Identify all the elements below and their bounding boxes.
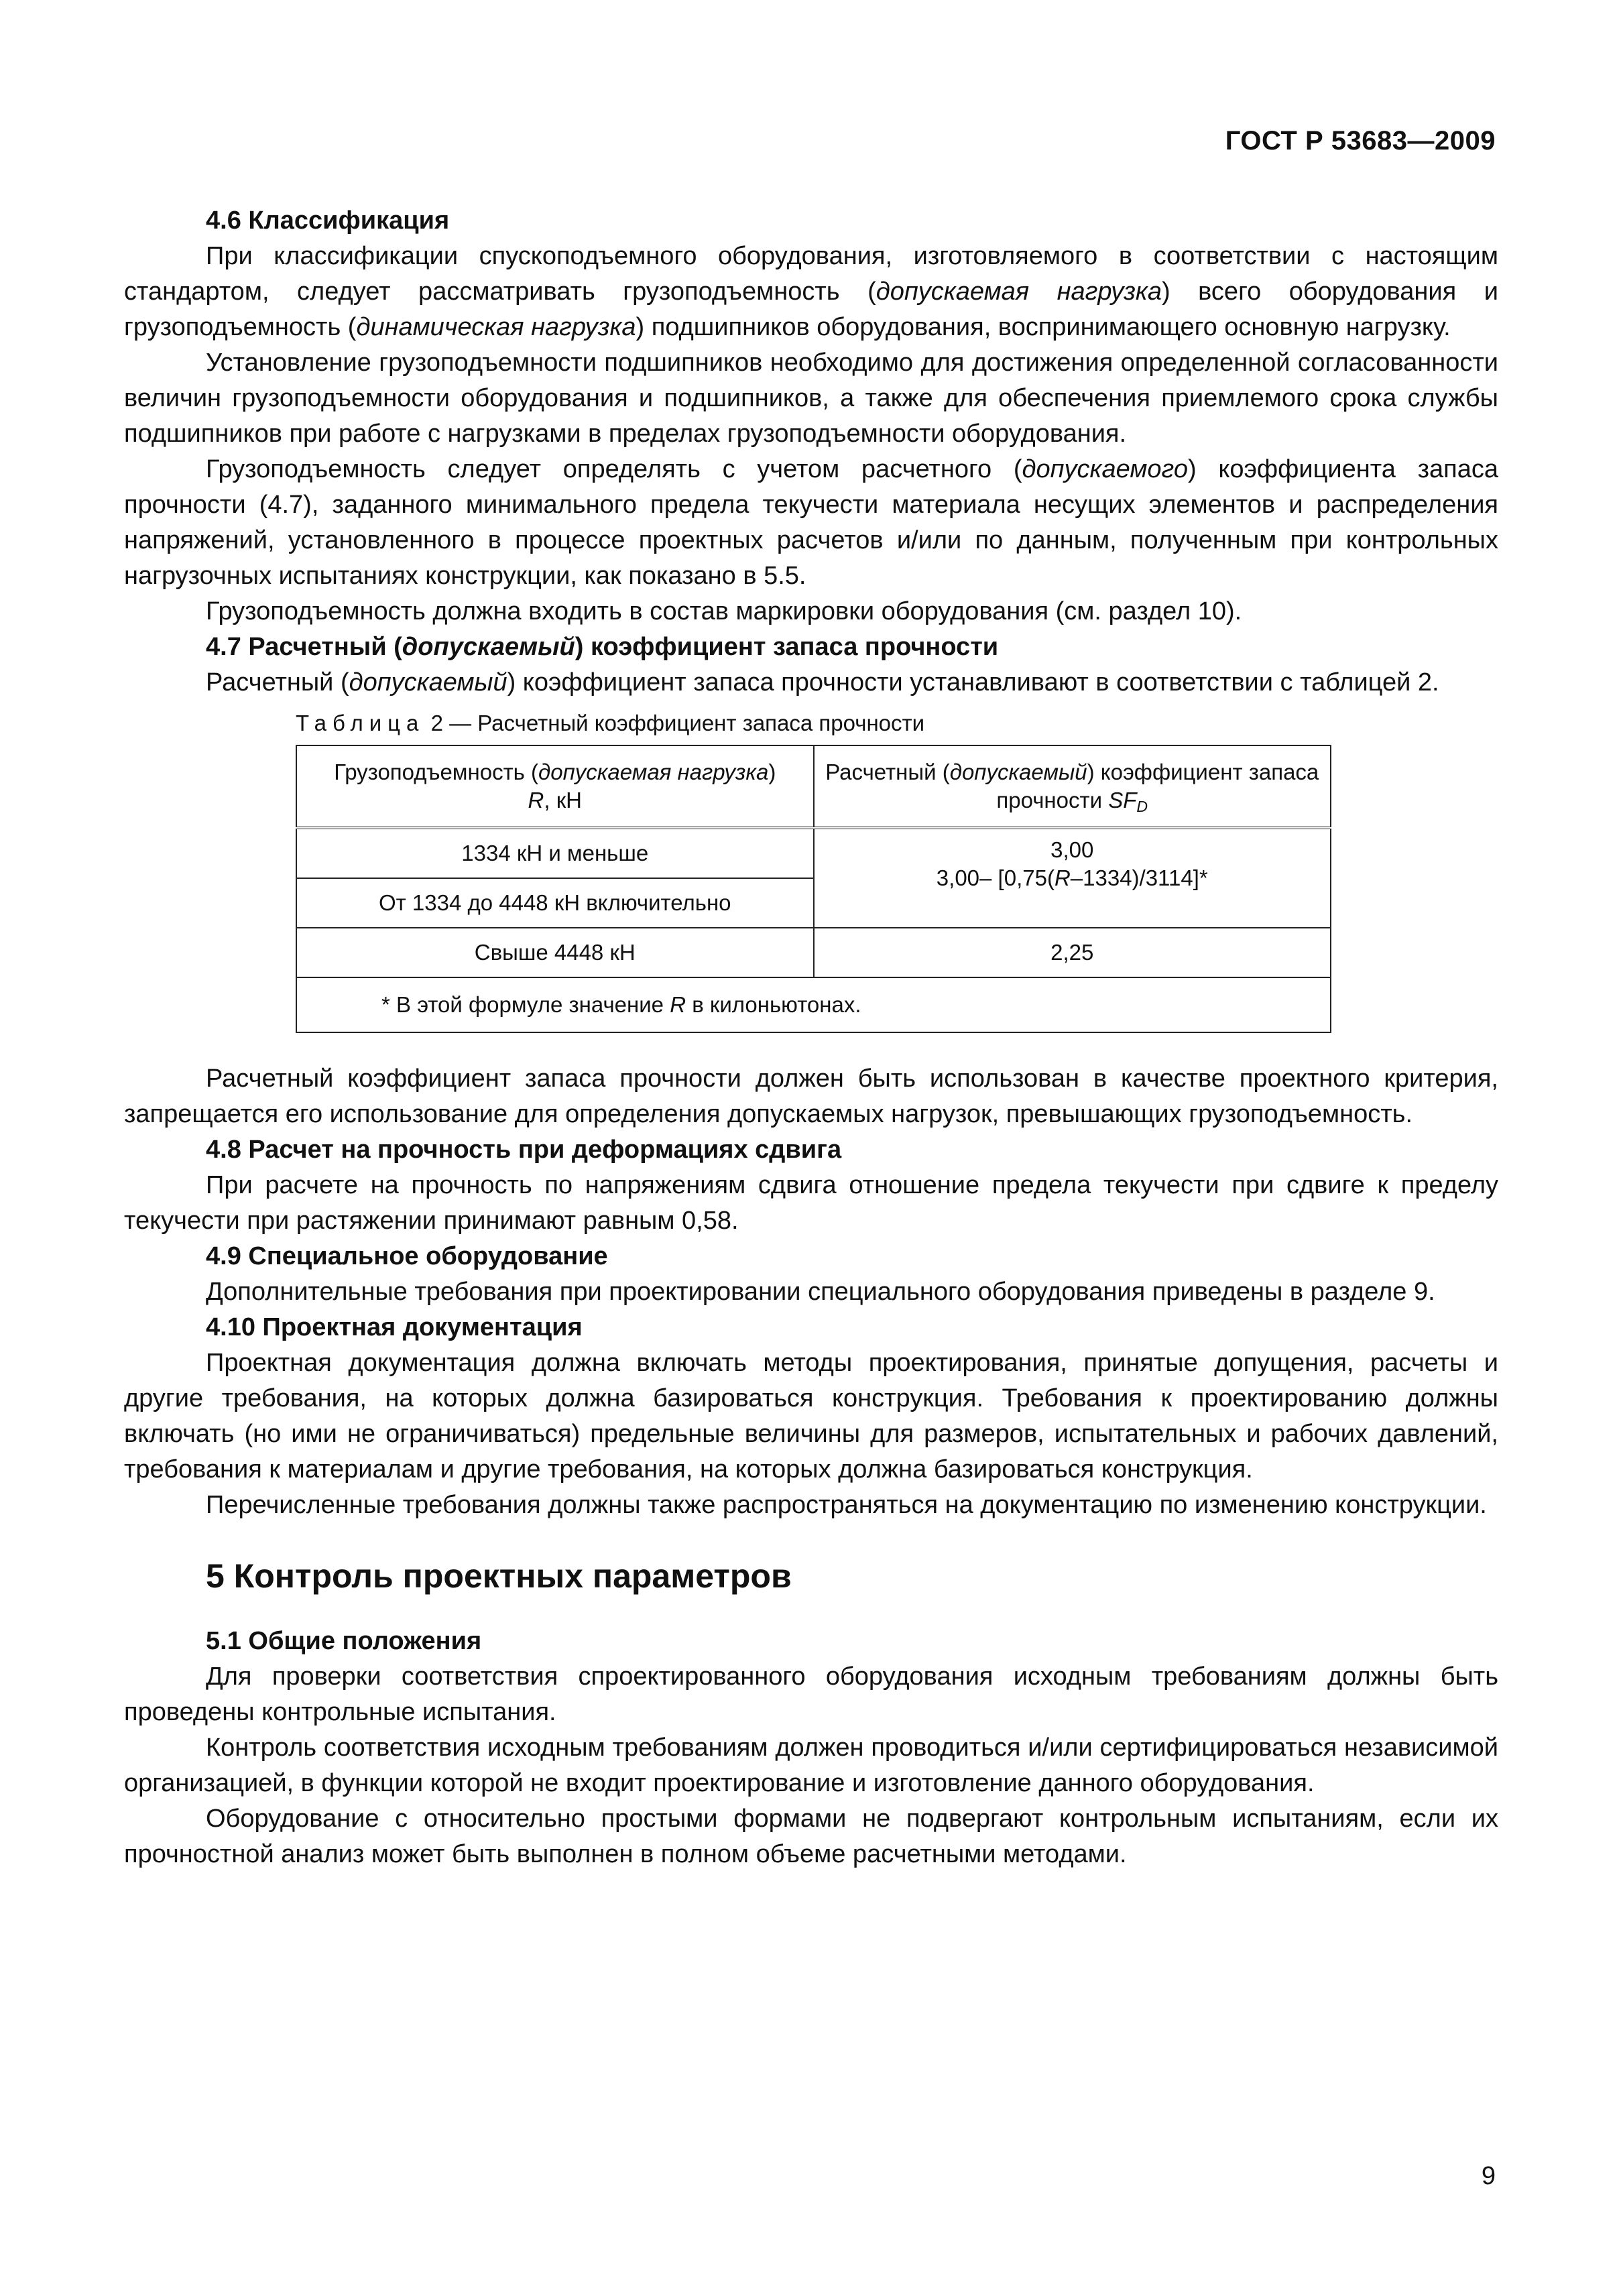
section-4-7-paragraph-1: Расчетный (допускаемый) коэффициент запаса прочности устанавливают в соответствии с таблицей 2. <box>206 668 1439 697</box>
section-4-10-title: 4.10 Проектная документация <box>206 1313 583 1341</box>
page-body <box>124 203 1498 1872</box>
document-id: ГОСТ Р 53683—2009 <box>1225 126 1496 156</box>
table-cell-load: Свыше 4448 кН <box>296 928 814 977</box>
page-number: 9 <box>1481 2162 1496 2190</box>
table-caption: Таблица 2 — Расчетный коэффициент запаса прочности <box>296 711 925 735</box>
section-4-10-paragraph-1: Проектная документация должна включать методы проектирования, принятые допущения, расчеты и другие требования, на которых должна базироваться конструкция. Требования к проектированию должны включать (но ими не ограничиваться) предельные величины для размеров, испытательных и рабочих давлений, требования к материалам и другие требования, на которых должна базироваться конструкция. <box>124 1349 1498 1484</box>
section-4-8-title: 4.8 Расчет на прочность при деформациях сдвига <box>206 1136 842 1164</box>
table-note-row <box>296 977 1331 1032</box>
section-5-1-paragraph-3: Оборудование с относительно простыми формами не подвергают контрольным испытаниям, если их прочностной анализ может быть выполнен в полном объеме расчетными методами. <box>124 1805 1498 1868</box>
table-cell-load: 1334 кН и меньше <box>296 828 814 878</box>
table-row <box>296 928 1331 977</box>
table-cell-factor-merged: 3,00 3,00– [0,75(R–1334)/3114]* <box>814 828 1331 928</box>
section-4-10-paragraph-2: Перечисленные требования должны также распространяться на документацию по изменению конструкции. <box>206 1491 1487 1519</box>
section-5-title: 5 Контроль проектных параметров <box>206 1557 792 1595</box>
section-4-6-title: 4.6 Классификация <box>206 206 450 235</box>
section-4-6-paragraph-4: Грузоподъемность должна входить в состав маркировки оборудования (см. раздел 10). <box>206 597 1242 625</box>
safety-factor-table <box>296 745 1331 1033</box>
table-header-load: Грузоподъемность (допускаемая нагрузка) R, кН <box>296 745 814 828</box>
section-4-7-paragraph-2: Расчетный коэффициент запаса прочности должен быть использован в качестве проектного критерия, запрещается его использование для определения допускаемых нагрузок, превышающих грузоподъемность. <box>124 1065 1498 1128</box>
section-4-7-title: 4.7 Расчетный (допускаемый) коэффициент запаса прочности <box>206 633 999 661</box>
table-row <box>296 828 1331 878</box>
section-4-9-title: 4.9 Специальное оборудование <box>206 1242 608 1270</box>
section-5-1-paragraph-1: Для проверки соответствия спроектированного оборудования исходным требованиям должны быть проведены контрольные испытания. <box>124 1663 1498 1726</box>
section-4-8-paragraph-1: При расчете на прочность по напряжениям сдвига отношение предела текучести при сдвиге к пределу текучести при растяжении принимают равным 0,58. <box>124 1171 1498 1235</box>
section-4-6-paragraph-2: Установление грузоподъемности подшипников необходимо для достижения определенной согласованности величин грузоподъемности оборудования и подшипников, а также для обеспечения приемлемого срока службы подшипников при работе с нагрузками в пределах грузоподъемности оборудования. <box>124 349 1498 448</box>
section-4-6-paragraph-3: Грузоподъемность следует определять с учетом расчетного (допускаемого) коэффициента запаса прочности (4.7), заданного минимального предела текучести материала несущих элементов и распределения напряжений, установленного в процессе проектных расчетов и/или по данным, полученным при контрольных нагрузочных испытаниях конструкции, как показано в 5.5. <box>124 455 1498 590</box>
table-header-factor: Расчетный (допускаемый) коэффициент запаса прочности $SF_D$ <box>814 745 1331 828</box>
section-5-1-paragraph-2: Контроль соответствия исходным требованиям должен проводиться и/или сертифицироваться независимой организацией, в функции которой не входит проектирование и изготовление данного оборудования. <box>124 1734 1498 1797</box>
table-footnote: * В этой формуле значение R в килоньютонах. <box>296 977 1331 1032</box>
section-4-9-paragraph-1: Дополнительные требования при проектировании специального оборудования приведены в разделе 9. <box>206 1278 1435 1306</box>
table-cell-load: От 1334 до 4448 кН включительно <box>296 878 814 928</box>
section-4-6-paragraph-1: При классификации спускоподъемного оборудования, изготовляемого в соответствии с настоящим стандартом, следует рассматривать грузоподъемность (допускаемая нагрузка) всего оборудования и грузоподъемность (динамическая нагрузка) подшипников оборудования, воспринимающего основную нагрузку. <box>124 242 1498 341</box>
table-cell-factor: 2,25 <box>814 928 1331 977</box>
section-5-1-title: 5.1 Общие положения <box>206 1627 482 1655</box>
table-header-row <box>296 745 1331 828</box>
